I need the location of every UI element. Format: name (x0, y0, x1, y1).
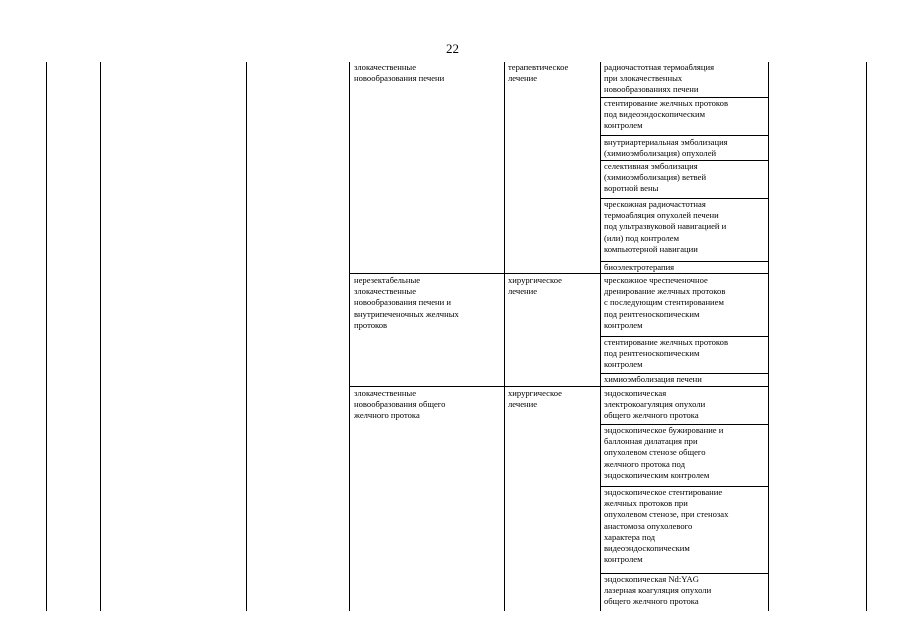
method-cell: эндоскопическая электрокоагуляция опухоли общего желчного протока (604, 388, 706, 421)
row-divider (349, 273, 769, 274)
method-cell: эндоскопическое стентирование желчных протоков при опухолевом стенозе, при стенозах анастомоза опухолевого характера под видеоэндоскопическим контролем (604, 487, 729, 565)
diagnosis-cell: злокачественные новообразования печени (354, 62, 445, 84)
column-divider (349, 62, 350, 611)
diagnosis-cell: злокачественные новообразования общего желчного протока (354, 388, 446, 421)
column-divider (504, 62, 505, 611)
method-cell: внутриартериальная эмболизация (химиоэмболизация) опухолей (604, 137, 728, 159)
table-border-right (866, 62, 867, 611)
method-divider (600, 135, 769, 136)
treatment-cell: хирургическое лечение (508, 275, 562, 297)
column-divider (246, 62, 247, 611)
method-cell: эндоскопическое бужирование и баллонная дилатация при опухолевом стенозе общего желчного протока под эндоскопическим контролем (604, 425, 724, 480)
method-cell: селективная эмболизация (химиоэмболизация) ветвей воротной вены (604, 161, 707, 194)
method-cell: эндоскопическая Nd:YAG лазерная коагуляция опухоли общего желчного протока (604, 574, 712, 607)
page-number: 22 (446, 41, 459, 56)
method-cell: радиочастотная термоабляция при злокачественных новообразованиях печени (604, 62, 715, 95)
column-divider (100, 62, 101, 611)
treatment-cell: хирургическое лечение (508, 388, 562, 410)
treatment-cell: терапевтическое лечение (508, 62, 569, 84)
method-cell: чрескожная радиочастотная термоабляция опухолей печени под ультразвуковой навигацией и (или) под контролем компьютерной навигации (604, 199, 727, 254)
method-cell: чрескожное чреспеченочное дренирование желчных протоков с последующим стентированием под рентгеноскопическим контролем (604, 275, 726, 330)
method-cell: химиоэмболизация печени (604, 374, 702, 384)
table-border-left (46, 62, 47, 611)
method-cell: биоэлектротерапия (604, 262, 675, 272)
row-divider (349, 386, 769, 387)
method-cell: стентирование желчных протоков под видеоэндоскопическим контролем (604, 98, 729, 131)
diagnosis-cell: нерезектабельные злокачественные новообразования печени и внутрипеченочных желчных протоков (354, 275, 459, 330)
method-cell: стентирование желчных протоков под рентгеноскопическим контролем (604, 337, 729, 370)
